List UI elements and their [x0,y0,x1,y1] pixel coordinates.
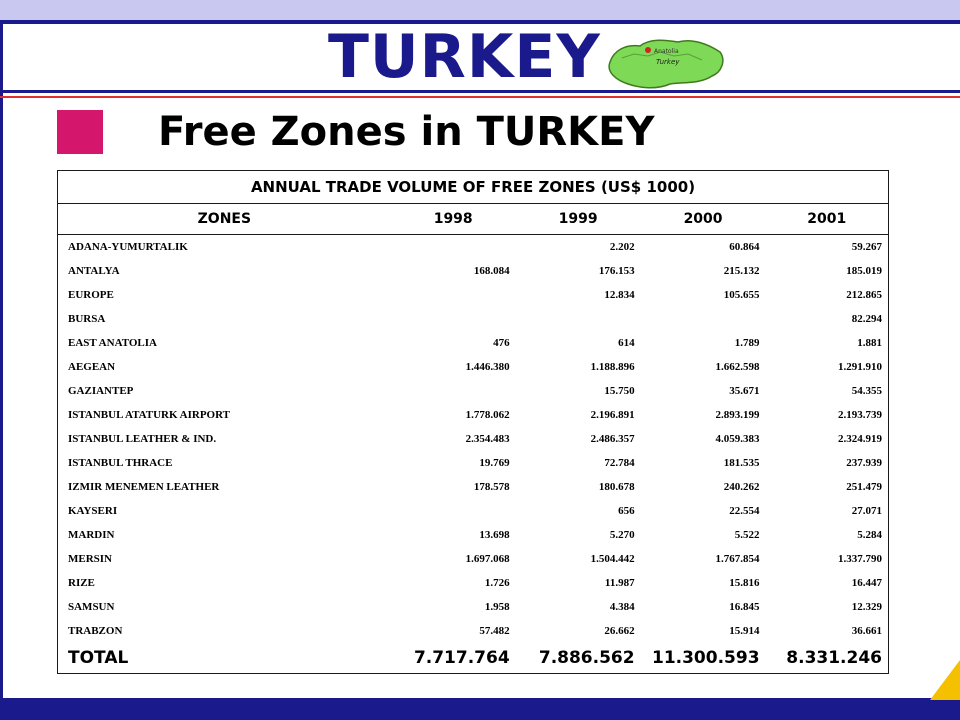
value-cell: 181.535 [723,457,760,469]
corner-accent [930,660,960,700]
zone-name-cell: EAST ANATOLIA [68,337,157,349]
value-cell: 168.084 [473,265,510,277]
value-cell: 19.769 [479,457,510,469]
value-cell: 5.270 [609,529,635,541]
total-1998: 7.717.764 [413,648,510,668]
table-row [58,571,889,595]
value-cell: 2.196.891 [590,409,635,421]
value-cell: 36.661 [851,625,882,637]
value-cell: 15.816 [729,577,760,589]
zone-name-cell: ADANA-YUMURTALIK [68,241,188,253]
value-cell: 11.987 [604,577,635,589]
table-row [58,427,889,451]
value-cell: 1.881 [857,337,882,349]
bullet-square [57,110,103,154]
total-1999: 7.886.562 [538,648,635,668]
value-cell: 72.784 [604,457,635,469]
value-cell [391,307,516,331]
value-cell [641,307,766,331]
zone-name-cell: GAZIANTEP [68,385,134,397]
column-header-2000: 2000 [641,204,766,235]
zone-name-cell: BURSA [68,313,106,325]
table-row [58,499,889,523]
value-cell: 12.329 [851,601,882,613]
table-caption: ANNUAL TRADE VOLUME OF FREE ZONES (US$ 1000) [58,171,889,204]
value-cell: 105.655 [723,289,760,301]
zone-name-cell: IZMIR MENEMEN LEATHER [68,481,220,493]
left-rule [0,20,3,698]
value-cell: 476 [493,337,510,349]
zone-name-cell: ISTANBUL LEATHER & IND. [68,433,217,445]
value-cell: 614 [618,337,635,349]
value-cell: 1.446.380 [465,361,510,373]
table-row [58,451,889,475]
value-cell: 2.354.483 [465,433,510,445]
value-cell: 16.447 [851,577,882,589]
zone-name-cell: KAYSERI [68,505,118,517]
value-cell: 54.355 [851,385,882,397]
value-cell: 251.479 [846,481,882,493]
value-cell: 1.188.896 [590,361,635,373]
value-cell: 2.202 [609,241,635,253]
table-row [58,355,889,379]
value-cell: 1.726 [484,577,510,589]
value-cell: 1.789 [734,337,760,349]
top-band [0,0,960,20]
turkey-map-logo [604,32,728,96]
zone-name-cell: ISTANBUL ATATURK AIRPORT [68,409,230,421]
value-cell: 5.284 [857,529,882,541]
value-cell: 1.958 [484,601,510,613]
value-cell: 2.324.919 [838,433,882,445]
total-2001: 8.331.246 [786,648,882,668]
table-row [58,523,889,547]
column-header-2001: 2001 [766,204,889,235]
value-cell: 2.193.739 [838,409,882,421]
value-cell: 26.662 [604,625,635,637]
value-cell: 57.482 [479,625,510,637]
value-cell: 656 [618,505,635,517]
table-row [58,619,889,643]
trade-volume-table [57,170,889,674]
page-title: TURKEY [328,22,601,92]
value-cell: 15.750 [604,385,635,397]
value-cell: 35.671 [729,385,760,397]
table-header-row [58,204,889,235]
value-cell: 1.337.790 [838,553,882,565]
value-cell: 237.939 [846,457,882,469]
value-cell: 82.294 [851,313,882,325]
value-cell: 212.865 [846,289,882,301]
table-row [58,235,889,260]
header-rule-red [0,96,960,98]
table-total-row [58,643,889,674]
value-cell: 1.697.068 [465,553,510,565]
value-cell: 12.834 [604,289,635,301]
column-header-1998: 1998 [391,204,516,235]
zone-name-cell: TRABZON [68,625,123,637]
value-cell: 240.262 [723,481,760,493]
zone-name-cell: MERSIN [68,553,113,565]
zone-name-cell: MARDIN [68,529,115,541]
zone-name-cell: RIZE [68,577,95,589]
table-row [58,307,889,331]
table-body [58,235,889,644]
column-header-1999: 1999 [516,204,641,235]
value-cell: 180.678 [598,481,635,493]
value-cell: 60.864 [729,241,760,253]
table-row [58,331,889,355]
table-row [58,403,889,427]
table-row [58,595,889,619]
value-cell: 4.384 [609,601,635,613]
value-cell: 13.698 [479,529,510,541]
svg-text:Anatolia: Anatolia [654,48,679,55]
value-cell: 1.662.598 [715,361,760,373]
value-cell: 1.504.442 [590,553,635,565]
value-cell: 2.893.199 [715,409,760,421]
zone-name-cell: ISTANBUL THRACE [68,457,173,469]
value-cell: 1.767.854 [715,553,760,565]
value-cell: 1.778.062 [465,409,510,421]
value-cell: 16.845 [729,601,760,613]
value-cell [391,499,516,523]
value-cell: 1.291.910 [838,361,882,373]
value-cell [391,283,516,307]
table-row [58,547,889,571]
value-cell: 15.914 [729,625,760,637]
zone-name-cell: ANTALYA [68,265,120,277]
zone-name-cell: SAMSUN [68,601,115,613]
value-cell: 27.071 [851,505,882,517]
value-cell [516,307,641,331]
value-cell: 185.019 [846,265,882,277]
table-row [58,259,889,283]
value-cell: 5.522 [734,529,760,541]
table-row [58,475,889,499]
table-row [58,283,889,307]
value-cell: 59.267 [851,241,882,253]
value-cell: 176.153 [598,265,635,277]
section-title: Free Zones in TURKEY [158,109,655,155]
table-caption-row [58,171,889,204]
value-cell: 2.486.357 [590,433,635,445]
column-header-zones: ZONES [58,204,391,235]
value-cell [391,235,516,260]
zone-name-cell: AEGEAN [68,361,116,373]
value-cell: 4.059.383 [715,433,760,445]
map-caption: Turkey [656,58,680,66]
value-cell: 178.578 [473,481,510,493]
zone-name-cell: EUROPE [68,289,114,301]
value-cell: 22.554 [729,505,760,517]
footer-bar [0,698,960,720]
value-cell [391,379,516,403]
value-cell: 215.132 [723,265,760,277]
total-label: TOTAL [68,648,129,668]
table-row [58,379,889,403]
total-2000: 11.300.593 [651,648,760,668]
